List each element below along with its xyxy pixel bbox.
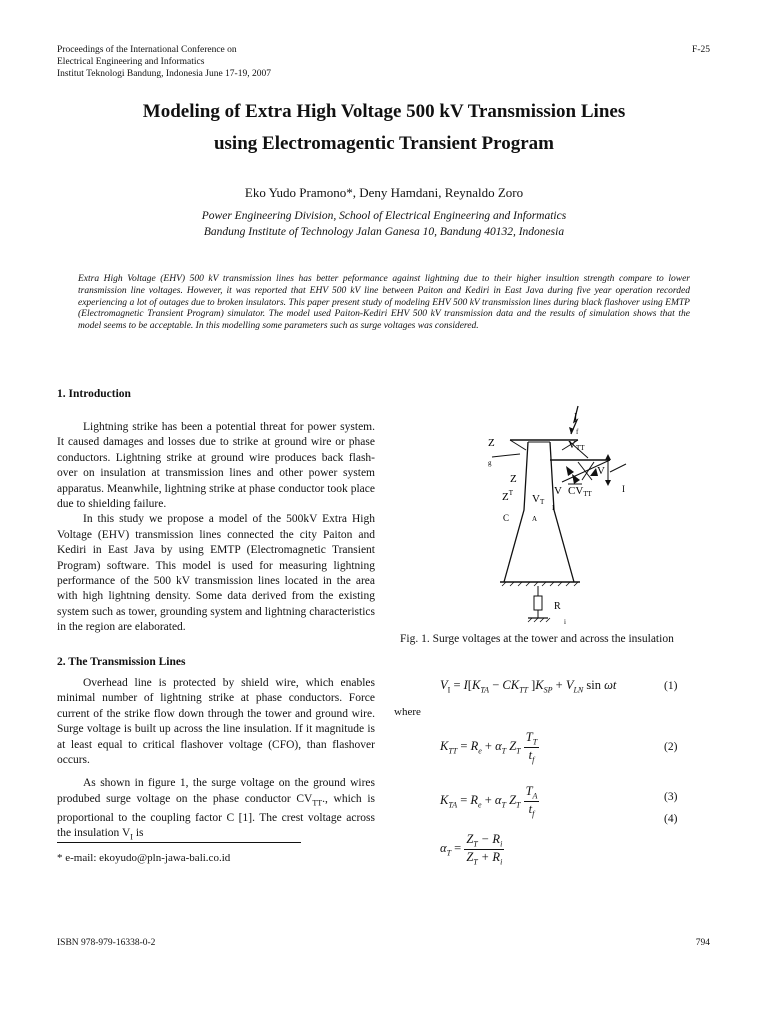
label-f: f (576, 428, 579, 436)
label-current-I: I (574, 412, 578, 423)
label-C: C (503, 513, 510, 523)
label-VTT: VTT (568, 439, 585, 452)
label-R: R (554, 601, 561, 612)
equation-4-number: (4) (664, 813, 678, 825)
page-number: 794 (695, 938, 710, 948)
label-A: A (532, 515, 538, 523)
header-line-2: Electrical Engineering and Informatics (57, 57, 205, 67)
isbn: ISBN 978-979-16338-0-2 (57, 938, 156, 948)
label-I-right: I (622, 484, 625, 494)
tl-paragraph-2: As shown in figure 1, the surge voltage on the ground wires produbed surge voltage on the phase conductor $CV_{TT}$., which is proportional to the coupling factor C [1]. The crest voltage across the insulation $V_I$ is (57, 777, 375, 842)
label-i: i (564, 618, 566, 626)
authors: Eko Yudo Pramono*, Deny Hamdani, Reynaldo Zoro (244, 185, 524, 200)
header-line-3: Institut Teknologi Bandung, Indonesia June 17-19, 2007 (57, 69, 271, 79)
page-code: F-25 (692, 45, 710, 55)
section-heading-transmission-lines: 2. The Transmission Lines (57, 656, 186, 668)
affiliation (60, 208, 708, 240)
label-Z: Z (510, 473, 517, 485)
equation-4: $\alpha_T$ = $\frac{Z_T - R_i}{Z_T + R_i}$ (440, 832, 503, 866)
paper-title (60, 96, 708, 160)
grounding-resistor (534, 596, 542, 610)
header-line-1: Proceedings of the International Conference on (57, 45, 237, 55)
label-VT: VT (532, 493, 545, 506)
equation-3: $K_{TA} = R_e + \alpha_T$ $Z_T$ $\frac{T_A}{t_f}$ (440, 784, 538, 818)
section-heading-introduction: 1. Introduction (57, 388, 131, 400)
equation-3-number: (3) (664, 791, 678, 803)
where-label: where (394, 706, 421, 718)
tower-leg-left (504, 442, 528, 582)
figure-1-tower-diagram (470, 400, 650, 630)
label-V: V (597, 465, 605, 477)
tl-paragraph-1: Overhead line is protected by shield wire, which enables minimal number of lightning strike at phase conductors. Force current of the strike flow down through the tower and ground wire. Surge voltage is built up across the line insulation. If it magnitude is at least equal to critical flashover voltage (CFO), than flashover occurs. (57, 677, 375, 767)
crossarm-brace-left (510, 440, 526, 450)
label-CVTT: CVTT (568, 485, 592, 498)
affiliation-line-1: Power Engineering Division, School of Electrical Engineering and Informatics (201, 210, 567, 222)
figure-1-caption: Fig. 1. Surge voltages at the tower and across the insulation (400, 633, 674, 645)
label-Zg: Z (488, 437, 495, 449)
footnote-rule (57, 842, 301, 843)
tower-leg-right (550, 442, 574, 582)
affiliation-line-2: Bandung Institute of Technology Jalan Ganesa 10, Bandung 40132, Indonesia (203, 226, 565, 238)
intro-paragraph-1: Lightning strike has been a potential threat for power system. It caused damages and losses due to strike at ground wire or phase conductors. Lightning strike at ground wire produces back flash-over on insulation at transmission lines and other power system apparatus. Meanwhile, lightning strike at phase conductor took place due to shielding failure. (57, 421, 375, 511)
label-g: g (488, 459, 492, 467)
introduction-text (57, 420, 375, 636)
title-line-2: using Electromagentic Transient Program (213, 133, 555, 154)
footnote-email: * e-mail: ekoyudo@pln-jawa-bali.co.id (57, 852, 231, 864)
title-line-1: Modeling of Extra High Voltage 500 kV Transmission Lines (142, 101, 626, 122)
abstract: Extra High Voltage (EHV) 500 kV transmission lines has better peformance against lightning due to their higher insultion strength compare to lower transmission line voltages. However, it was reported that EHV 500 kV line between Paiton and Kediri in East Java during five year operation recorded experiencing a lot of outages due to broken insulators. This paper present study of modeling EHV 500 kV transmission lines during black flashover using EMTP (Electromagnetic Transient Program) simulator. The model used Paiton-Kediri EHV 500 kV transmission data and the results of simulation shows that the model seems to be acceptable. In this modelling some parameters such as surge voltages was considered. (78, 274, 690, 332)
transmission-lines-text (57, 676, 375, 845)
equation-2-number: (2) (664, 741, 678, 753)
label-ZT: $Z^T$ (502, 489, 514, 503)
intro-paragraph-2: In this study we propose a model of the 500kV Extra High Voltage (EHV) transmission lines connected the city Paiton and Kediri in East Java by using EMTP (Electromagnetic Transient Program) software. This model is used for measuring lightning performance of the 500 kV transmission lines located in the area with high lightning density. Some data derived from the existing system such as tower, grounding system and lightning characteristics in the region are elaborated. (57, 513, 375, 634)
phase-conductor-line (610, 464, 626, 472)
conference-header (57, 44, 271, 80)
label-VI: V (554, 485, 562, 497)
equation-1: $V_I = I[K_{TA} - CK_{TT}$ ]$K_{SP} + V_{LN}$ sin ωt (440, 678, 617, 695)
equation-1-number: (1) (664, 680, 678, 692)
ground-wire-left (492, 454, 520, 457)
equation-2: $K_{TT} = R_e + \alpha_T$ $Z_T$ $\frac{T_T}{t_f}$ (440, 730, 538, 764)
label-VI-sub: I (552, 504, 555, 512)
